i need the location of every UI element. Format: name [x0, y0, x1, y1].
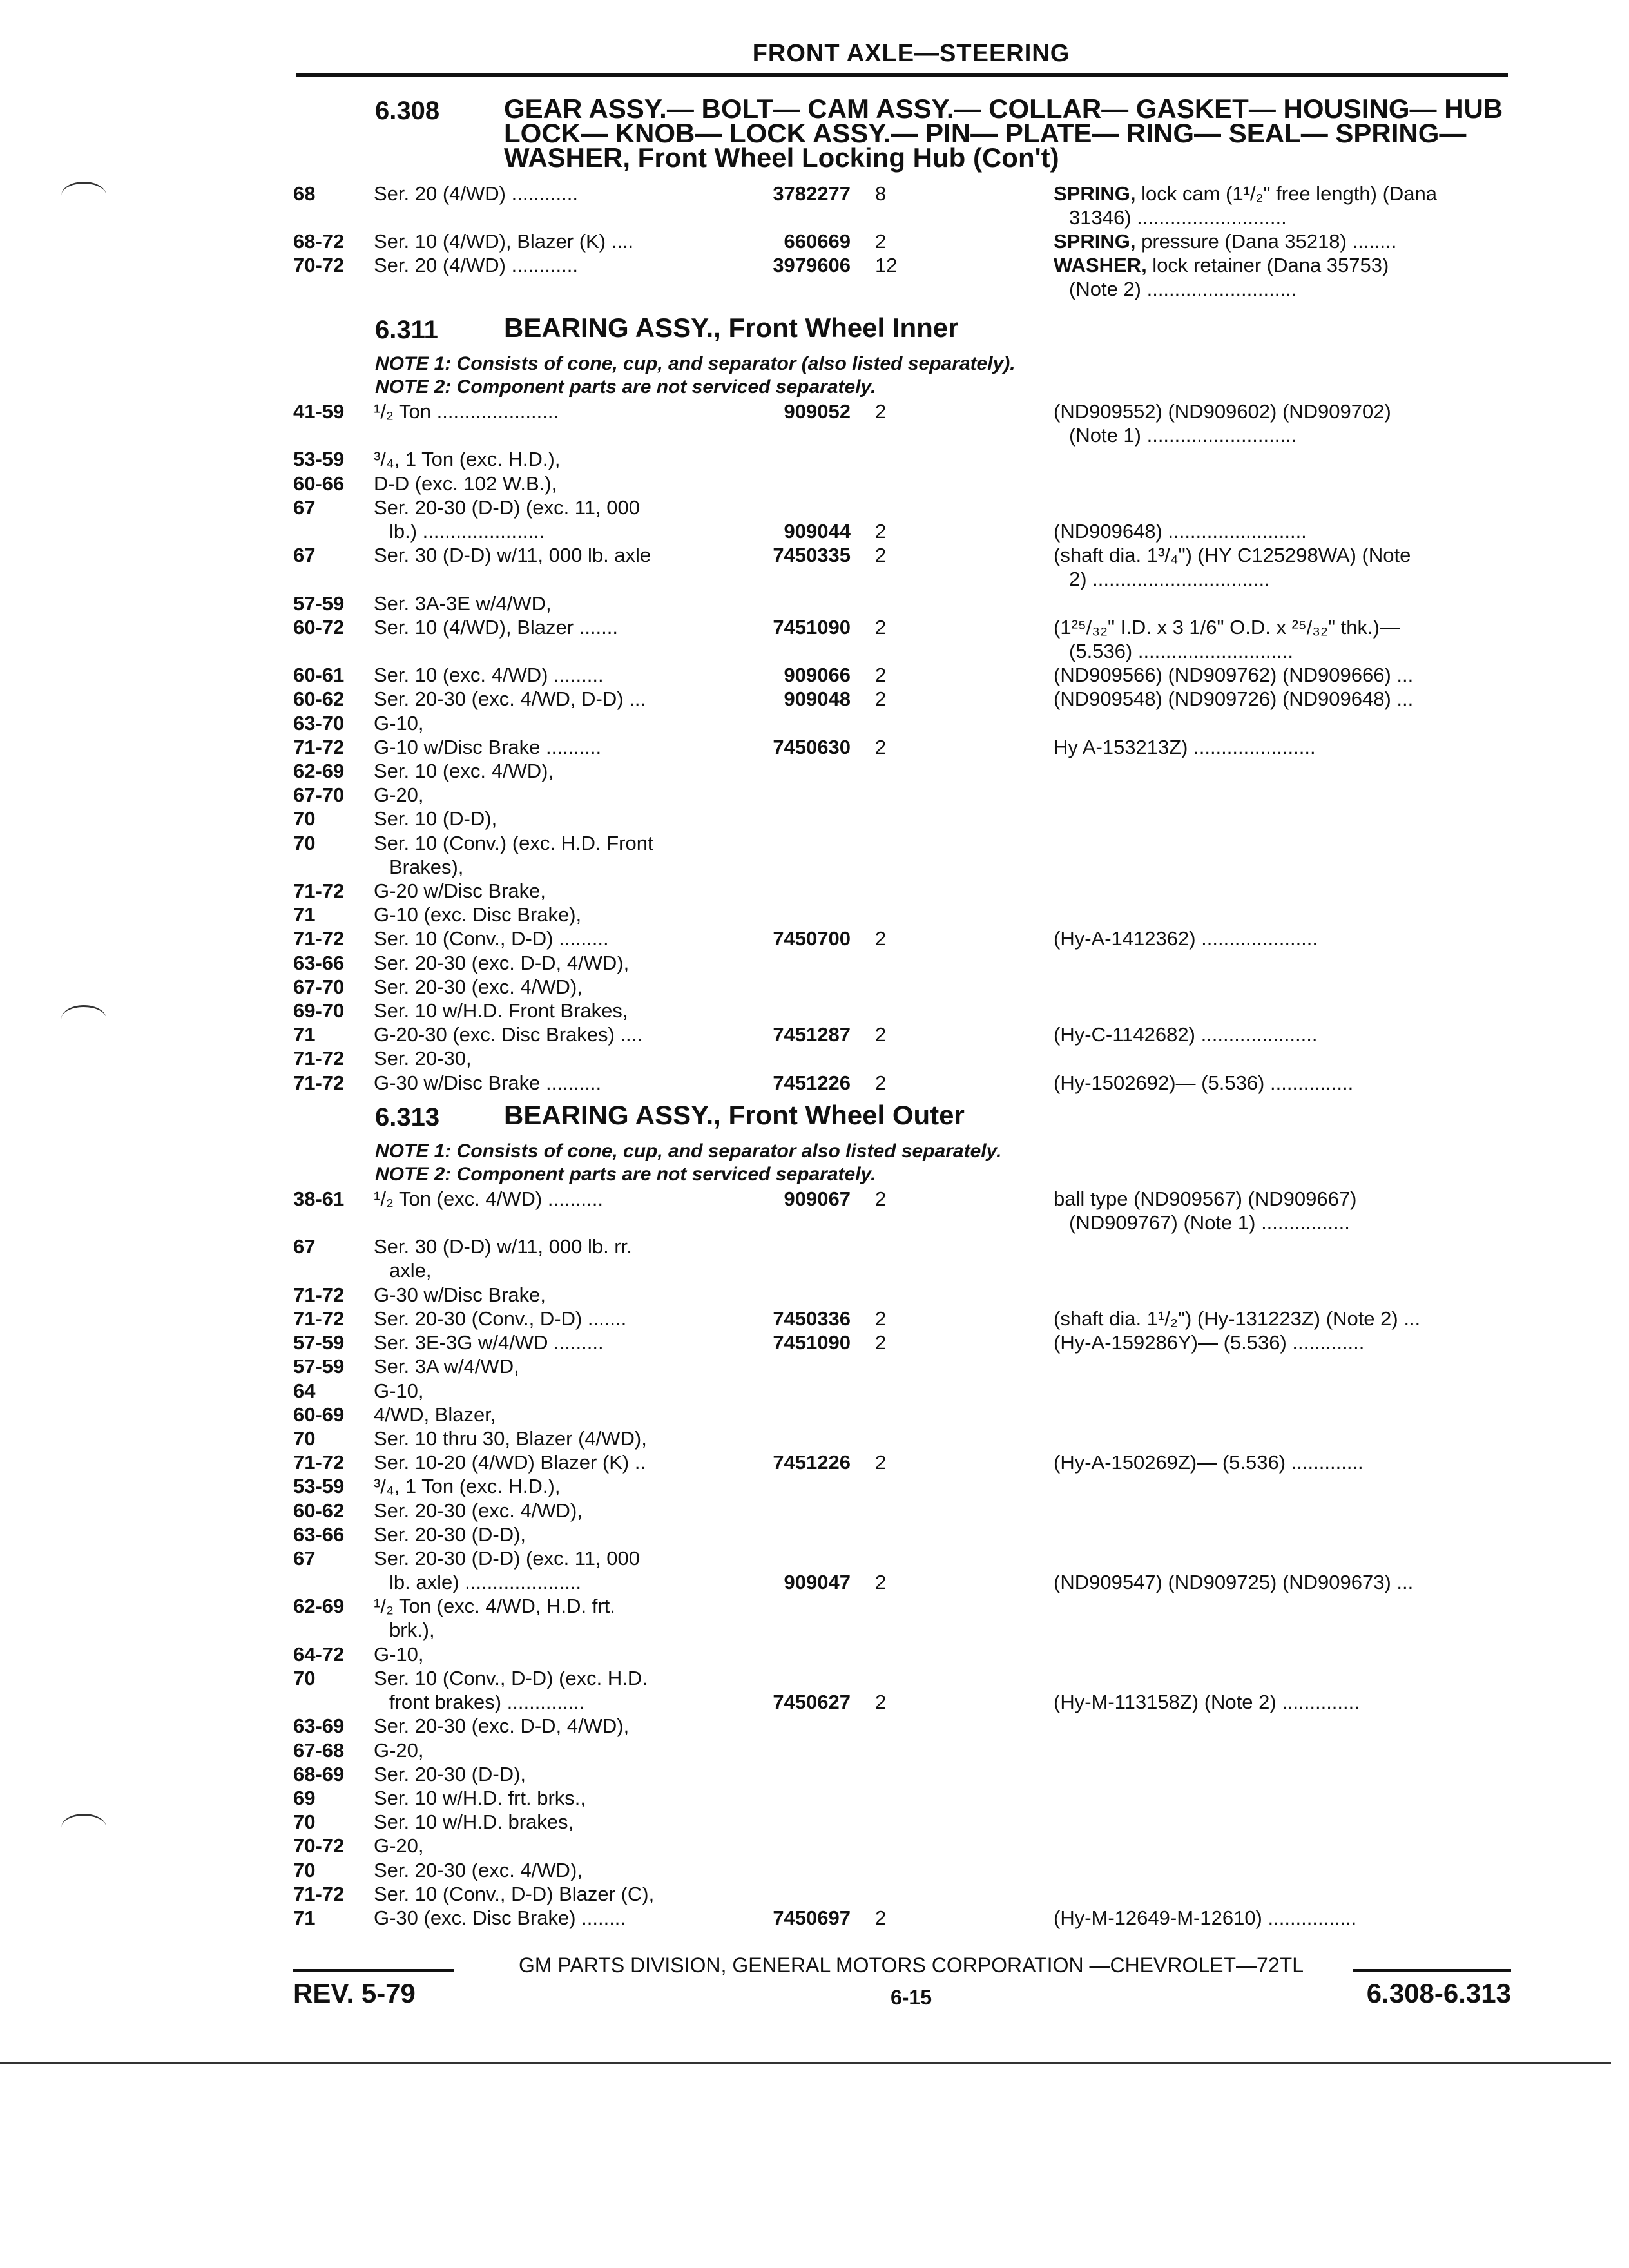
- quantity: 2: [875, 664, 887, 687]
- description-line: Ser. 20-30 (exc. 4/WD),: [374, 975, 583, 998]
- remarks-text: (ND909552) (ND909602) (ND909702): [1054, 400, 1391, 423]
- remarks-line: [1054, 1331, 1511, 1354]
- application-description: [374, 1858, 722, 1882]
- model-year: 60-66: [293, 472, 345, 495]
- application-description: [374, 1499, 722, 1523]
- remarks-text: (shaft dia. 1¹/₂") (Hy-131223Z) (Note 2) ...: [1054, 1307, 1421, 1330]
- margin-mark: [61, 1814, 106, 1841]
- application-description: [374, 663, 722, 687]
- remarks-line: [1054, 1023, 1511, 1046]
- model-year: 71-72: [293, 927, 345, 950]
- application-description: [374, 543, 722, 567]
- description-line: Ser. 30 (D-D) w/11, 000 lb. rr.: [374, 1235, 632, 1258]
- description-line: G-20 w/Disc Brake,: [374, 879, 546, 902]
- application-description: [374, 1714, 722, 1738]
- remarks-text: lock cam (1¹/₂" free length) (Dana: [1135, 182, 1438, 205]
- part-number: 909044: [784, 519, 851, 543]
- description-line: G-10,: [374, 1642, 424, 1666]
- model-year: 57-59: [293, 591, 345, 615]
- part-number: 3979606: [773, 254, 851, 276]
- model-year: 63-66: [293, 1523, 345, 1546]
- remarks-line: [1054, 1071, 1511, 1095]
- remarks: [1054, 1307, 1511, 1331]
- model-year: 53-59: [293, 448, 345, 471]
- description-line: Ser. 20-30 (D-D),: [374, 1762, 526, 1785]
- quantity: 2: [875, 615, 887, 639]
- description-line: Ser. 10 (Conv., D-D) (exc. H.D.: [374, 1667, 648, 1689]
- description-line: 4/WD, Blazer,: [374, 1403, 496, 1426]
- description-line: G-30 w/Disc Brake ..........: [374, 1071, 602, 1094]
- remarks-line-continued: (ND909547) (ND909725) (ND909673) ...: [1054, 1571, 1414, 1594]
- quantity: 2: [875, 1571, 887, 1594]
- application-description: [374, 1023, 722, 1046]
- quantity: 2: [875, 735, 887, 758]
- model-year: 67: [293, 1547, 316, 1570]
- remarks: [1054, 543, 1511, 591]
- model-year: 62-69: [293, 760, 345, 782]
- remarks: [1054, 182, 1511, 229]
- model-year: 71-72: [293, 1307, 345, 1330]
- model-year: 70-72: [293, 254, 345, 276]
- description-line-continued: brk.),: [389, 1619, 435, 1642]
- application-description: [374, 1071, 722, 1095]
- quantity: 2: [875, 544, 887, 567]
- model-year: 69-70: [293, 999, 345, 1022]
- margin-mark: [61, 182, 106, 209]
- part-number: 7450335: [773, 544, 851, 567]
- description-line: Ser. 20-30,: [374, 1047, 472, 1070]
- application-description: [374, 472, 722, 495]
- application-description: [374, 1046, 722, 1070]
- part-number: 7451226: [773, 1451, 851, 1474]
- application-description: [374, 591, 722, 615]
- model-year: 57-59: [293, 1331, 345, 1354]
- quantity: 2: [875, 1331, 887, 1354]
- part-number: 909067: [784, 1187, 851, 1210]
- application-description: [374, 807, 722, 831]
- application-description: [374, 1786, 722, 1810]
- model-year: 53-59: [293, 1475, 345, 1498]
- application-description: [374, 1450, 722, 1474]
- application-description: [374, 1379, 722, 1403]
- section-6311-note-2: NOTE 2: Component parts are not serviced separately.: [375, 376, 876, 398]
- remarks-line: [1054, 735, 1511, 759]
- model-year: 67: [293, 544, 316, 567]
- application-description: [374, 1331, 722, 1354]
- description-line-continued: lb. axle) .....................: [389, 1571, 582, 1593]
- model-year: 70: [293, 1811, 316, 1834]
- description-line: G-10 (exc. Disc Brake),: [374, 903, 582, 927]
- section-6311-note-1: NOTE 1: Consists of cone, cup, and separator (also listed separately).: [375, 353, 1016, 374]
- remarks-line: [1054, 927, 1511, 950]
- section-number: 6.311: [375, 316, 438, 344]
- application-description: [374, 1642, 722, 1666]
- description-line: G-20,: [374, 1834, 424, 1858]
- model-year: 67-70: [293, 783, 345, 807]
- quantity: 2: [875, 927, 887, 950]
- quantity: 2: [875, 1451, 887, 1474]
- application-description: [374, 447, 722, 471]
- part-number: 909048: [784, 687, 851, 711]
- remarks-line: [1054, 543, 1511, 567]
- application-description: [374, 879, 722, 903]
- application-description: [374, 711, 722, 735]
- remarks: [1054, 253, 1511, 301]
- model-year: 69: [293, 1787, 316, 1809]
- part-number: 909066: [784, 664, 851, 687]
- part-number: 7451287: [773, 1023, 851, 1046]
- part-name: SPRING,: [1054, 182, 1136, 205]
- footer-page-number: 6-15: [890, 1986, 932, 2009]
- description-line: Ser. 10 (4/WD), Blazer .......: [374, 615, 618, 639]
- remarks-line: [1054, 663, 1511, 687]
- description-line-continued: front brakes) ..............: [389, 1691, 585, 1713]
- section-number: 6.313: [375, 1103, 440, 1131]
- remarks-text: (Hy-1502692)— (5.536) ...............: [1054, 1071, 1354, 1094]
- description-line: ¹/₂ Ton (exc. 4/WD, H.D. frt.: [374, 1595, 615, 1618]
- quantity: 2: [875, 687, 887, 711]
- remarks: [1054, 1666, 1511, 1714]
- remarks-line: [1054, 182, 1511, 206]
- model-year: 70: [293, 807, 316, 831]
- description-line: Ser. 3A-3E w/4/WD,: [374, 591, 552, 615]
- model-year: 67-68: [293, 1738, 345, 1762]
- quantity: 2: [875, 1187, 887, 1210]
- part-number: 909047: [784, 1571, 851, 1594]
- model-year: 70: [293, 1858, 316, 1881]
- description-line: Ser. 20-30 (D-D) (exc. 11, 000: [374, 1547, 640, 1570]
- model-year: 68-72: [293, 230, 345, 253]
- part-number: 7450336: [773, 1307, 851, 1330]
- application-description: [374, 1354, 722, 1378]
- remarks-text: pressure (Dana 35218) ........: [1135, 230, 1397, 253]
- application-description: [374, 229, 722, 253]
- remarks: [1054, 615, 1511, 663]
- section-title: GEAR ASSY.— BOLT— CAM ASSY.— COLLAR— GASKET— HOUSING— HUB LOCK— KNOB— LOCK ASSY.— PIN— PLATE— RING— SEAL— SPRING— WASHER, Front Wheel Locking Hub (Con't): [504, 93, 1503, 173]
- application-description: [374, 975, 722, 999]
- remarks: [1054, 495, 1511, 543]
- quantity: 2: [875, 519, 887, 543]
- description-line: G-20-30 (exc. Disc Brakes) ....: [374, 1023, 642, 1046]
- application-description: [374, 927, 722, 950]
- remarks: [1054, 1071, 1511, 1095]
- application-description: [374, 903, 722, 927]
- remarks: [1054, 1023, 1511, 1046]
- header-rule: [296, 73, 1508, 77]
- application-description: [374, 1594, 722, 1642]
- description-line: G-30 (exc. Disc Brake) ........: [374, 1907, 626, 1929]
- remarks-text: (ND909566) (ND909762) (ND909666) ...: [1054, 664, 1414, 687]
- quantity: 2: [875, 400, 887, 423]
- application-description: [374, 1762, 722, 1786]
- margin-mark: [61, 1005, 106, 1033]
- model-year: 60-61: [293, 664, 345, 687]
- remarks-line: [1054, 1187, 1511, 1211]
- remarks-line-continued: (5.536) ............................: [1069, 639, 1293, 662]
- description-line: G-10,: [374, 711, 424, 735]
- model-year: 71: [293, 903, 316, 927]
- quantity: 2: [875, 1907, 887, 1929]
- section-number: 6.308: [375, 97, 440, 125]
- page-header-title: FRONT AXLE—STEERING: [752, 40, 1070, 67]
- description-line: Ser. 10 (exc. 4/WD),: [374, 760, 554, 782]
- remarks-text: (Hy-A-1412362) .....................: [1054, 927, 1318, 950]
- application-description: [374, 687, 722, 711]
- model-year: 38-61: [293, 1187, 345, 1210]
- part-number: 7450627: [773, 1691, 851, 1714]
- description-line-continued: axle,: [389, 1259, 432, 1282]
- model-year: 70-72: [293, 1834, 345, 1858]
- remarks-text: (Hy-A-150269Z)— (5.536) .............: [1054, 1451, 1364, 1474]
- application-description: [374, 1283, 722, 1307]
- model-year: 60-69: [293, 1403, 345, 1426]
- description-line: G-30 w/Disc Brake,: [374, 1283, 546, 1306]
- model-year: 71-72: [293, 1882, 345, 1905]
- remarks-text: (Hy-A-159286Y)— (5.536) .............: [1054, 1331, 1365, 1354]
- description-line: Ser. 10 (D-D),: [374, 807, 497, 831]
- part-number: 3782277: [773, 182, 851, 205]
- remarks: [1054, 1546, 1511, 1594]
- application-description: [374, 1834, 722, 1858]
- model-year: 71-72: [293, 1071, 345, 1094]
- part-number: 7451090: [773, 1331, 851, 1354]
- remarks-line-continued: (ND909648) .........................: [1054, 519, 1307, 543]
- application-description: [374, 1666, 722, 1714]
- description-line: Ser. 3A w/4/WD,: [374, 1355, 519, 1378]
- application-description: [374, 1474, 722, 1498]
- part-name: WASHER,: [1054, 254, 1147, 276]
- description-line: Ser. 20-30 (exc. D-D, 4/WD),: [374, 951, 630, 974]
- application-description: [374, 1235, 722, 1282]
- description-line: Ser. 20-30 (exc. 4/WD, D-D) ...: [374, 687, 646, 711]
- description-line: Ser. 10 (Conv.) (exc. H.D. Front: [374, 831, 653, 854]
- application-description: [374, 735, 722, 759]
- description-line: Ser. 10 (Conv., D-D) .........: [374, 927, 609, 950]
- remarks: [1054, 663, 1511, 687]
- model-year: 63-69: [293, 1715, 345, 1738]
- part-number: 7450630: [773, 735, 851, 758]
- description-line: ¹/₂ Ton ......................: [374, 400, 559, 423]
- description-line: Ser. 3E-3G w/4/WD .........: [374, 1331, 604, 1354]
- remarks-line-continued: 2) ................................: [1069, 568, 1270, 591]
- description-line: Ser. 20-30 (Conv., D-D) .......: [374, 1307, 627, 1330]
- footer-section-range: 6.308-6.313: [1366, 1978, 1511, 2008]
- remarks: [1054, 1187, 1511, 1235]
- description-line: Ser. 20-30 (D-D),: [374, 1523, 526, 1546]
- model-year: 57-59: [293, 1355, 345, 1378]
- description-line: D-D (exc. 102 W.B.),: [374, 472, 557, 495]
- model-year: 71: [293, 1907, 316, 1929]
- section-title: BEARING ASSY., Front Wheel Inner: [504, 312, 959, 343]
- description-line: Ser. 20 (4/WD) ............: [374, 254, 578, 276]
- model-year: 60-72: [293, 615, 345, 639]
- model-year: 68-69: [293, 1762, 345, 1785]
- quantity: 2: [875, 1023, 887, 1046]
- model-year: 70: [293, 1427, 316, 1450]
- remarks-line: [1054, 229, 1511, 253]
- description-line: Ser. 30 (D-D) w/11, 000 lb. axle: [374, 544, 651, 567]
- model-year: 41-59: [293, 400, 345, 423]
- remarks: [1054, 1450, 1511, 1474]
- description-line: Ser. 10 w/H.D. Front Brakes,: [374, 999, 628, 1022]
- model-year: 71-72: [293, 1283, 345, 1306]
- remarks-line-continued: 31346) ...........................: [1069, 206, 1287, 229]
- description-line: ¹/₂ Ton (exc. 4/WD) ..........: [374, 1187, 603, 1210]
- application-description: [374, 1546, 722, 1594]
- application-description: [374, 831, 722, 879]
- remarks-text: (Hy-C-1142682) .....................: [1054, 1023, 1318, 1046]
- model-year: 71-72: [293, 1047, 345, 1070]
- remarks-line: [1054, 253, 1511, 277]
- remarks-text: lock retainer (Dana 35753): [1146, 254, 1389, 276]
- description-line-continued: Brakes),: [389, 855, 464, 878]
- model-year: 71-72: [293, 879, 345, 902]
- application-description: [374, 1403, 722, 1427]
- quantity: 2: [875, 230, 887, 253]
- part-number: 909052: [784, 400, 851, 423]
- remarks: [1054, 1906, 1511, 1930]
- footer-corporation: GM PARTS DIVISION, GENERAL MOTORS CORPORATION —CHEVROLET—72TL: [519, 1954, 1304, 1977]
- model-year: 67-70: [293, 975, 345, 998]
- model-year: 60-62: [293, 687, 345, 711]
- description-line: Ser. 10-20 (4/WD) Blazer (K) ..: [374, 1451, 646, 1474]
- application-description: [374, 1427, 722, 1450]
- model-year: 60-62: [293, 1499, 345, 1522]
- description-line: Ser. 10 w/H.D. brakes,: [374, 1811, 574, 1834]
- model-year: 70: [293, 1667, 316, 1689]
- application-description: [374, 1738, 722, 1762]
- application-description: [374, 253, 722, 277]
- remarks-line-continued: (Hy-M-113158Z) (Note 2) ..............: [1054, 1691, 1360, 1714]
- application-description: [374, 1187, 722, 1211]
- description-line: Ser. 20-30 (exc. 4/WD),: [374, 1499, 583, 1522]
- application-description: [374, 1882, 722, 1906]
- description-line: Ser. 20-30 (D-D) (exc. 11, 000: [374, 495, 640, 519]
- quantity: 2: [875, 1071, 887, 1094]
- remarks: [1054, 927, 1511, 950]
- description-line-continued: lb.) ......................: [389, 519, 545, 543]
- application-description: [374, 182, 722, 206]
- application-description: [374, 999, 722, 1023]
- page-bottom-line: [0, 2062, 1611, 2064]
- model-year: 62-69: [293, 1595, 345, 1618]
- quantity: 2: [875, 1307, 887, 1330]
- remarks-text: (Hy-M-12649-M-12610) ................: [1054, 1907, 1357, 1929]
- application-description: [374, 759, 722, 783]
- description-line: Ser. 20-30 (exc. D-D, 4/WD),: [374, 1715, 630, 1738]
- application-description: [374, 1523, 722, 1546]
- application-description: [374, 1307, 722, 1331]
- remarks-text: (1²⁵/₃₂" I.D. x 3 1/6" O.D. x ²⁵/₃₂" thk.)—: [1054, 615, 1400, 639]
- remarks-line: [1054, 1906, 1511, 1930]
- remarks-line-continued: (Note 1) ...........................: [1069, 424, 1297, 447]
- remarks-line: [1054, 399, 1511, 423]
- application-description: [374, 783, 722, 807]
- model-year: 63-70: [293, 711, 345, 735]
- model-year: 67: [293, 1235, 316, 1258]
- part-number: 660669: [784, 230, 851, 253]
- remarks: [1054, 229, 1511, 253]
- model-year: 63-66: [293, 951, 345, 974]
- description-line: G-20,: [374, 783, 424, 807]
- application-description: [374, 1906, 722, 1930]
- description-line: G-10,: [374, 1379, 424, 1402]
- remarks: [1054, 1331, 1511, 1354]
- model-year: 64: [293, 1379, 316, 1402]
- remarks-text: ball type (ND909567) (ND909667): [1054, 1187, 1357, 1210]
- model-year: 64-72: [293, 1642, 345, 1666]
- remarks-line: [1054, 1450, 1511, 1474]
- application-description: [374, 399, 722, 423]
- remarks: [1054, 399, 1511, 447]
- remarks-line: [1054, 687, 1511, 711]
- section-title: BEARING ASSY., Front Wheel Outer: [504, 1100, 965, 1130]
- model-year: 71-72: [293, 1451, 345, 1474]
- remarks: [1054, 735, 1511, 759]
- remarks-line-continued: (ND909767) (Note 1) ................: [1069, 1211, 1350, 1234]
- description-line: Ser. 10 (exc. 4/WD) .........: [374, 664, 604, 687]
- part-number: 7450697: [773, 1907, 851, 1929]
- model-year: 70: [293, 831, 316, 854]
- model-year: 67: [293, 495, 316, 519]
- description-line: G-10 w/Disc Brake ..........: [374, 735, 602, 758]
- description-line: Ser. 20-30 (exc. 4/WD),: [374, 1858, 583, 1881]
- section-6313-note-2: NOTE 2: Component parts are not serviced separately.: [375, 1164, 876, 1185]
- remarks-text: Hy A-153213Z) ......................: [1054, 735, 1316, 758]
- application-description: [374, 495, 722, 543]
- description-line: ³/₄, 1 Ton (exc. H.D.),: [374, 448, 561, 471]
- remarks-line: [1054, 1307, 1511, 1331]
- description-line: Ser. 10 thru 30, Blazer (4/WD),: [374, 1427, 647, 1450]
- part-name: SPRING,: [1054, 230, 1136, 253]
- description-line: G-20,: [374, 1738, 424, 1762]
- part-number: 7450700: [773, 927, 851, 950]
- section-6313-note-1: NOTE 1: Consists of cone, cup, and separator also listed separately.: [375, 1140, 1002, 1162]
- remarks-line-continued: (Note 2) ...........................: [1069, 278, 1297, 300]
- part-number: 7451090: [773, 615, 851, 639]
- remarks-line: [1054, 615, 1511, 639]
- application-description: [374, 1810, 722, 1834]
- application-description: [374, 951, 722, 975]
- footer-revision: REV. 5-79: [293, 1978, 416, 2008]
- model-year: 71: [293, 1023, 316, 1046]
- description-line: Ser. 10 w/H.D. frt. brks.,: [374, 1787, 586, 1809]
- remarks: [1054, 687, 1511, 711]
- quantity: 2: [875, 1691, 887, 1714]
- model-year: 68: [293, 182, 316, 205]
- model-year: 71-72: [293, 735, 345, 758]
- quantity: 12: [875, 254, 898, 276]
- remarks-text: (shaft dia. 1³/₄") (HY C125298WA) (Note: [1054, 544, 1411, 567]
- part-number: 7451226: [773, 1071, 851, 1094]
- description-line: Ser. 20 (4/WD) ............: [374, 182, 578, 205]
- application-description: [374, 615, 722, 639]
- remarks-text: (ND909548) (ND909726) (ND909648) ...: [1054, 687, 1414, 711]
- description-line: ³/₄, 1 Ton (exc. H.D.),: [374, 1475, 561, 1498]
- quantity: 8: [875, 182, 887, 205]
- description-line: Ser. 10 (4/WD), Blazer (K) ....: [374, 230, 634, 253]
- description-line: Ser. 10 (Conv., D-D) Blazer (C),: [374, 1882, 655, 1905]
